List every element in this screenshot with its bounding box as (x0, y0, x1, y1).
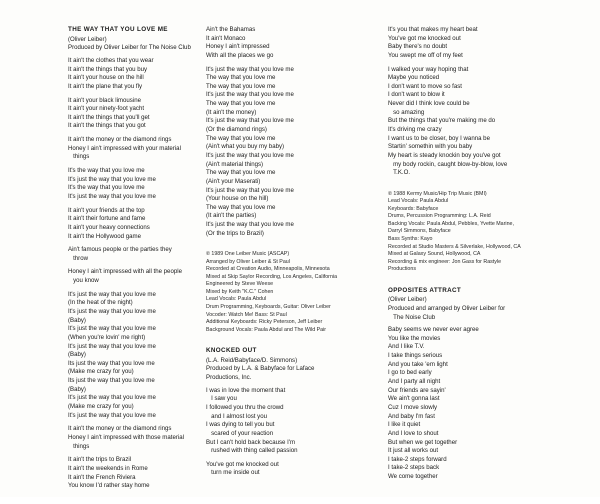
lyric-line: We come together (388, 473, 438, 481)
lyric-line: It ain't their fortune and fame (68, 215, 146, 223)
lyric-line: It's just the way that you love me (206, 151, 294, 159)
lyric-line: It ain't the things that you got (68, 122, 146, 130)
lyric-line: You know I'd rather stay home (68, 482, 150, 490)
lyric-line: I don't want to move so fast (388, 82, 462, 90)
lyric-line: The way that you love me (206, 203, 276, 211)
lyric-line: Our friends are sayin' (388, 386, 446, 394)
lyric-line: It's just the way that you love me (68, 192, 156, 200)
lyric-line: It ain't the plane that you fly (68, 82, 142, 90)
lyric-line: It's just the way that you love me (206, 186, 294, 194)
lyric-line: T.K.O. (388, 169, 411, 177)
lyric-line: I want us to be closer, boy I wanna be (388, 134, 490, 142)
lyric-line: (Baby) (68, 385, 86, 393)
song-credit-line: (L.A. Reid/Babyface/D. Simmons) (206, 356, 298, 364)
lyric-line: You've got me knocked out (206, 460, 279, 468)
lyric-line: It ain't the trips to Brazil (68, 456, 132, 464)
credit-line: Arranged by Oliver Leiber & St Paul (206, 258, 290, 265)
lyric-line: rushed with thing called passion (206, 447, 298, 455)
credit-line: Drum Programming, Keyboards, Guitar: Oliver Leiber (206, 303, 331, 310)
lyric-line: It ain't your house on the hill (68, 74, 144, 82)
song-block (388, 26, 590, 178)
lyric-line: It's just the way that you love me (68, 290, 156, 298)
lyric-line: I saw you (206, 395, 237, 403)
credit-line: Lead Vocals: Paula Abdul (388, 198, 449, 205)
credit-line: Vocoder: Watch Me! Bass: St Paul (206, 311, 287, 318)
lyric-line: Honey I ain't impressed with all the people (68, 268, 182, 276)
lyric-line: (Make me crazy for you) (68, 368, 134, 376)
lyric-line: It's just the way that you love me (68, 411, 156, 419)
lyric-line: And I like T.V. (388, 343, 425, 351)
lyric-line: throw (68, 254, 88, 262)
lyric-line: I was dying to tell you but (206, 421, 275, 429)
lyric-line: It ain't Monaco (206, 34, 246, 42)
lyric-line: and I almost lost you (206, 412, 267, 420)
lyric-line: It ain't your heavy connections (68, 223, 150, 231)
song-credit-line: Produced by L.A. & Babyface for Laface (206, 365, 315, 373)
lyric-line: It ain't your friends at the top (68, 206, 145, 214)
song-credit-line: Produced and arranged by Oliver Leiber for (388, 304, 506, 312)
lyric-line: But when we get together (388, 438, 458, 446)
lyrics-columns (0, 26, 600, 504)
lyric-line: It's just the way that you love me (206, 117, 294, 125)
song-credit-line: Productions, Inc. (206, 374, 252, 382)
lyric-line: (When you're lovin' me right) (68, 333, 146, 341)
lyric-line: With all the places we go (206, 51, 274, 59)
lyric-line: It ain't the money or the diamond rings (68, 425, 172, 433)
credit-line: Recorded at Studio Masters & Silverlake, Hollywood, CA (388, 243, 521, 250)
song-credit-line: (Oliver Leiber) (388, 296, 427, 304)
lyric-line: (Ain't material things) (206, 160, 264, 168)
lyric-line: It's the way that you love me (68, 167, 145, 175)
lyric-line: It's just the way that you love me (68, 342, 156, 350)
credit-line: Engineered by Steve Weese (206, 281, 274, 288)
lyric-line: I walked your way hoping that (388, 65, 469, 73)
block-spacer (388, 489, 590, 495)
column-3 (388, 26, 600, 495)
lyric-line: The way that you love me (206, 82, 276, 90)
credit-line: ℗ 1988 Kermy Music/Hip Trip Music (BMI) (388, 190, 487, 197)
lyric-line: And you take 'em light (388, 360, 448, 368)
lyric-line: Its just the way that you love me (68, 377, 155, 385)
credit-line: Keyboards: Babyface (388, 205, 439, 212)
lyric-line: It's just the way that you love me (68, 394, 156, 402)
lyric-line: you know (68, 277, 99, 285)
lyric-line: It's driving me crazy (388, 126, 442, 134)
credit-line: Productions (388, 266, 416, 273)
lyric-line: turn me inside out (206, 469, 260, 477)
lyric-line: I followed you thru the crowd (206, 403, 284, 411)
lyric-line: things (68, 442, 90, 450)
lyric-line: Maybe you noticed (388, 74, 440, 82)
lyric-line: It's the way that you love me (68, 184, 145, 192)
lyric-line: It's just the way that you love me (206, 65, 294, 73)
credit-line: Mixed by Keith "K.C." Cohen (206, 288, 274, 295)
lyric-line: Honey I ain't impressed (206, 43, 270, 51)
song-credit-line: Produced by Oliver Leiber for The Noise Club (68, 44, 191, 52)
lyric-line: It ain't the clothes that you wear (68, 56, 154, 64)
credit-line: Bass Synths: Kayo (388, 235, 433, 242)
lyric-line: (Or the trips to Brazil) (206, 229, 264, 237)
lyric-line: Never did I think love could be (388, 100, 470, 108)
lyric-line: It's just the way that you love me (206, 221, 294, 229)
lyric-line: It ain't the Hollywood game (68, 232, 141, 240)
song-block (388, 287, 590, 482)
credit-line: Additional Keyboards: Ricky Peterson, Jeff Leiber (206, 319, 323, 326)
song-title: THE WAY THAT YOU LOVE ME (68, 26, 168, 33)
song-credit-line: (Oliver Leiber) (68, 35, 107, 43)
lyric-line: I don't want to blow it (388, 91, 445, 99)
lyric-line: The way that you love me (206, 100, 276, 108)
block-spacer (68, 498, 202, 504)
lyric-line: The way that you love me (206, 74, 276, 82)
lyric-line: I like it quiet (388, 421, 421, 429)
lyric-line: (Ain't what you buy my baby) (206, 143, 285, 151)
lyric-line: I was in love the moment that (206, 386, 286, 394)
lyric-line: Cuz I move slowly (388, 403, 438, 411)
lyric-line: My heart is steady knockin boy you've got (388, 151, 501, 159)
lyric-line: Honey I ain't impressed with your material (68, 144, 181, 152)
lyric-line: The way that you love me (206, 134, 276, 142)
lyric-line: It ain't the things that you'll get (68, 113, 150, 121)
credit-line: Mixed at Galaxy Sound, Hollywood, CA (388, 251, 481, 258)
block-spacer (206, 485, 382, 491)
lyric-line: You've got me knocked out (388, 34, 461, 42)
lyric-line: It's just the way that you love me (206, 91, 294, 99)
lyric-line: Startin' somethin with you baby (388, 143, 473, 151)
credit-line: Backing Vocals: Paula Abdul, Pebbles, Yvette Marine, (388, 220, 514, 227)
credit-line: Lead Vocals: Paula Abdul (206, 296, 267, 303)
lyric-line: things (68, 153, 90, 161)
lyric-line: (Baby) (68, 351, 86, 359)
lyric-line: It ain't the French Riviera (68, 473, 136, 481)
lyric-line: And baby I'm fast (388, 412, 435, 420)
lyric-line: Baby seems we never ever agree (388, 326, 479, 334)
song-block (206, 347, 382, 478)
lyric-line: I take-2 steps back (388, 464, 440, 472)
credit-line: Recorded at Creation Audio, Minneapolis, Minnesota (206, 266, 330, 273)
lyric-line: so amazing (388, 108, 425, 116)
credit-line: Drums, Percussion Programming: L.A. Reid (388, 213, 491, 220)
lyric-line: You swept me off of my feet (388, 51, 463, 59)
lyric-line: It's just the way that you love me (68, 325, 156, 333)
credit-line: Mixed at Skip Saylor Recording, Los Angeles, California (206, 273, 338, 280)
lyric-line: (Your house on the hill) (206, 195, 269, 203)
lyric-line: And I love to shout (388, 429, 439, 437)
credits-block (388, 191, 590, 274)
lyric-line: It just all works out (388, 447, 439, 455)
lyric-line: It ain't the weekends in Rome (68, 464, 148, 472)
column-1 (0, 26, 206, 504)
lyric-line: (Baby) (68, 316, 86, 324)
lyric-line: It ain't your black limousine (68, 96, 141, 104)
column-2 (206, 26, 388, 491)
song-block (68, 26, 202, 491)
lyric-line: (Ain't your Maserati) (206, 177, 261, 185)
lyric-line: It's just the way that you love me (68, 307, 156, 315)
lyric-line: (Make me crazy for you) (68, 403, 134, 411)
lyric-line: Its just the way that you love me (68, 359, 155, 367)
lyric-line: Baby there's no doubt (388, 43, 448, 51)
lyric-line: (Or the diamond rings) (206, 126, 267, 134)
lyric-line: It's just the way that you love me (68, 175, 156, 183)
lyric-line: (In the heat of the night) (68, 299, 133, 307)
lyric-line: I go to bed early (388, 369, 432, 377)
lyric-line: scared of your reaction (206, 429, 274, 437)
lyric-line: (It ain't the parties) (206, 212, 257, 220)
lyric-line: my body rockin, caught blow-by-blow, love (388, 160, 508, 168)
lyric-line: Honey I ain't impressed with those material (68, 433, 184, 441)
credit-line: ℗ 1989 One Leiber Music (ASCAP) (206, 251, 290, 258)
lyric-line: Ain't famous people or the parties they (68, 246, 172, 254)
song-credit-line: The Noise Club (388, 313, 436, 321)
lyric-line: The way that you love me (206, 169, 276, 177)
lyric-line: You like the movies (388, 334, 441, 342)
credit-line: Recording & mix engineer: Jon Gass for Rastyle (388, 258, 502, 265)
lyric-line: But I can't hold back because I'm (206, 438, 296, 446)
lyric-line: I take things serious (388, 352, 443, 360)
song-title: KNOCKED OUT (206, 347, 257, 355)
lyric-line: We ain't gonna last (388, 395, 440, 403)
lyric-line: Ain't the Bahamas (206, 26, 256, 33)
credits-block (206, 251, 382, 334)
song-title: OPPOSITES ATTRACT (388, 286, 462, 294)
lyric-line: But the things that you're making me do (388, 117, 496, 125)
credit-line: Background Vocals: Paula Abdul and The Wild Pair (206, 326, 327, 333)
lyric-line: It ain't the things that you buy (68, 65, 148, 73)
lyric-line: (It ain't the money) (206, 108, 257, 116)
lyric-line: It's you that makes my heart beat (388, 26, 478, 33)
lyric-line: And I party all night (388, 378, 441, 386)
song-block (206, 26, 382, 238)
lyric-line: It ain't the money or the diamond rings (68, 136, 172, 144)
lyric-line: It ain't your ninety-foot yacht (68, 105, 145, 113)
lyric-line: I take-2 steps forward (388, 455, 447, 463)
credit-line: Darryl Simmons, Babyface (388, 228, 451, 235)
